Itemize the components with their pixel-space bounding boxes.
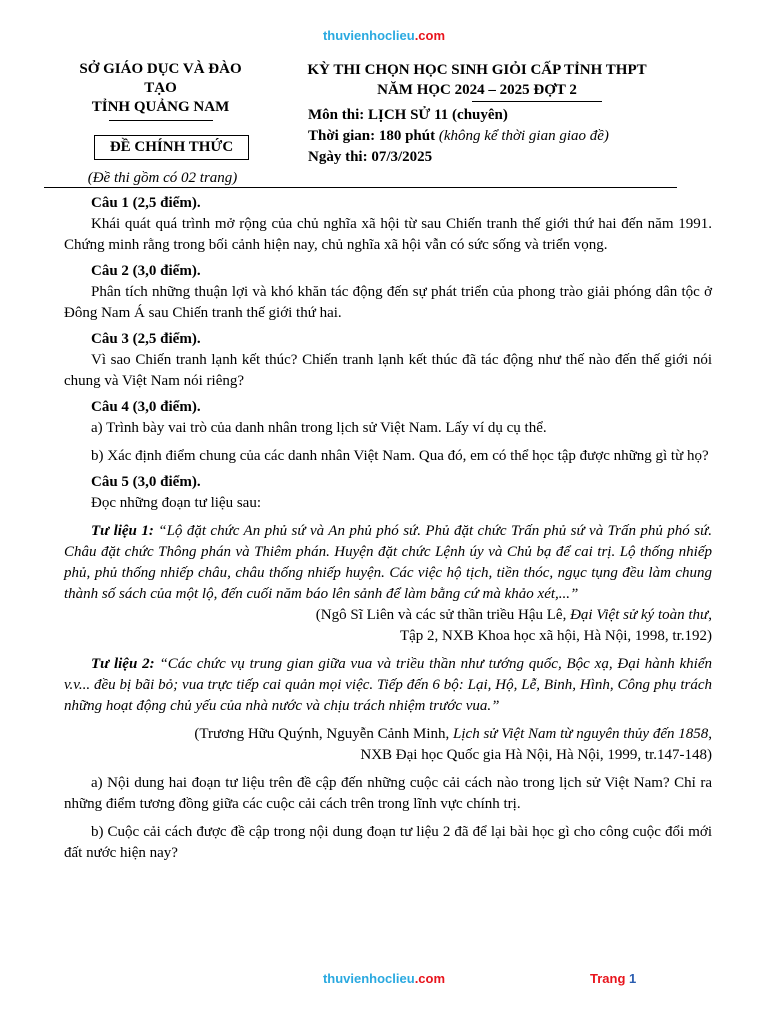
time-note: (không kể thời gian giao đề) — [438, 128, 609, 144]
document-1-source-comma: , — [708, 607, 712, 623]
document-2-source — [64, 724, 712, 745]
exam-body — [64, 193, 712, 864]
date-label: Ngày thi: — [308, 149, 368, 165]
site-header-link[interactable] — [0, 28, 768, 43]
document-1-source-authors: (Ngô Sĩ Liên và các sử thần triều Hậu Lê, — [315, 607, 571, 623]
question-3-title: Câu 3 (2,5 điểm). — [91, 331, 201, 347]
document-2-label: Tư liệu 2: — [91, 656, 155, 672]
official-badge: ĐỀ CHÍNH THỨC — [94, 135, 249, 160]
subject-value: LỊCH SỬ 11 (chuyên) — [368, 107, 508, 123]
subject-line — [308, 107, 508, 124]
document-2-text: “Các chức vụ trung gian giữa vua và triều thần như tướng quốc, Bộc xạ, Đại hành khiển v.v... đều bị bãi bỏ; vua trực tiếp cai quản mọi việc. Tiếp đến 6 bộ: Lại, Hộ, Lễ, Binh, Hình, Công phụ trách những hoạt động chủ yếu của nhà nước và chịu trách nhiệm trước vua.” — [64, 656, 713, 714]
exam-title: KỲ THI CHỌN HỌC SINH GIỎI CẤP TỈNH THPT — [307, 62, 647, 78]
document-1-label: Tư liệu 1: — [91, 523, 154, 539]
document-2-source-comma: , — [708, 726, 712, 742]
page-number — [590, 971, 636, 986]
document-1-source-title: Đại Việt sử ký toàn thư — [570, 607, 709, 623]
subject-label: Môn thi: — [308, 107, 365, 123]
question-5a: a) Nội dung hai đoạn tư liệu trên đề cập đến những cuộc cải cách nào trong lịch sử Việt Nam? Chỉ ra những điểm tương đồng giữa các cuộc cải cách trên trong lĩnh vực chính trị. — [64, 775, 712, 812]
page-count-note: (Đề thi gồm có 02 trang) — [87, 170, 238, 186]
time-label: Thời gian: — [308, 128, 376, 144]
date-line — [308, 149, 432, 166]
footer-site-name: thuvienhoclieu — [322, 971, 415, 986]
site-footer-link[interactable] — [0, 971, 768, 986]
question-2-title: Câu 2 (3,0 điểm). — [91, 263, 201, 279]
school-year: NĂM HỌC 2024 – 2025 ĐỢT 2 — [377, 82, 577, 98]
question-4a: a) Trình bày vai trò của danh nhân trong lịch sử Việt Nam. Lấy ví dụ cụ thể. — [91, 420, 547, 436]
issuer-block — [58, 60, 263, 121]
title-underline — [472, 101, 602, 102]
site-name: thuvienhoclieu — [322, 28, 415, 43]
document-1 — [64, 521, 712, 605]
time-value: 180 phút — [378, 128, 436, 144]
question-5b: b) Cuộc cải cách được đề cập trong nội dung đoạn tư liệu 2 đã để lại bài học gì cho công cuộc đổi mới đất nước hiện nay? — [64, 824, 712, 861]
time-line — [308, 128, 609, 145]
document-1-source — [64, 605, 712, 626]
department-line1: SỞ GIÁO DỤC VÀ ĐÀO — [79, 61, 242, 77]
department-line2: TẠO — [144, 80, 177, 96]
document-1-text: “Lộ đặt chức An phủ sứ và An phủ phó sứ. Phủ đặt chức Trấn phủ sứ và Trấn phủ phó sứ. Châu đặt chức Thông phán và Thiêm phán. Huyện đặt chức Lệnh úy và Chủ bạ để cai trị. Lộ thống nhiếp phủ, phủ thống nhiếp châu, châu thống nhiếp huyện. Các việc hộ tịch, tiền thóc, ngục tụng đều làm chung thành số sách của một lộ, đến cuối năm báo lên sảnh để làm bằng cứ mà khảo xét,...” — [64, 523, 712, 602]
question-4-title: Câu 4 (3,0 điểm). — [91, 399, 201, 415]
site-domain: .com — [414, 28, 446, 43]
document-2-source-authors: (Trương Hữu Quýnh, Nguyễn Cảnh Minh, — [194, 726, 454, 742]
question-4b: b) Xác định điểm chung của các danh nhân Việt Nam. Qua đó, em có thể học tập được những gì từ họ? — [91, 448, 709, 464]
document-1-source-publisher: Tập 2, NXB Khoa học xã hội, Hà Nội, 1998, tr.192) — [399, 628, 712, 644]
exam-title-block — [282, 60, 672, 102]
document-2 — [64, 654, 712, 717]
question-5-intro: Đọc những đoạn tư liệu sau: — [91, 495, 261, 511]
page-label: Trang — [590, 971, 626, 986]
question-1-title: Câu 1 (2,5 điểm). — [91, 195, 201, 211]
date-value: 07/3/2025 — [371, 149, 433, 165]
question-1-text: Khái quát quá trình mở rộng của chủ nghĩa xã hội từ sau Chiến tranh thế giới thứ hai đến năm 1991. Chứng minh rằng trong bối cảnh hiện nay, chủ nghĩa xã hội vẫn có sức sống và triển vọng. — [64, 216, 712, 253]
footer-site-domain: .com — [414, 971, 446, 986]
document-2-source-title: Lịch sử Việt Nam từ nguyên thủy đến 1858 — [453, 726, 709, 742]
question-5-title: Câu 5 (3,0 điểm). — [91, 474, 201, 490]
header-divider — [44, 187, 677, 188]
page-number-value: 1 — [629, 971, 637, 986]
question-3-text: Vì sao Chiến tranh lạnh kết thúc? Chiến tranh lạnh kết thúc đã tác động như thế nào đến thế giới nói chung và Việt Nam nói riêng? — [64, 352, 712, 389]
question-2-text: Phân tích những thuận lợi và khó khăn tác động đến sự phát triển của phong trào giải phóng dân tộc ở Đông Nam Á sau Chiến tranh thế giới thứ hai. — [64, 284, 712, 321]
issuer-underline — [109, 120, 213, 121]
document-2-source-publisher: NXB Đại học Quốc gia Hà Nội, Hà Nội, 1999, tr.147-148) — [360, 747, 712, 763]
province-name: TỈNH QUẢNG NAM — [91, 99, 230, 115]
